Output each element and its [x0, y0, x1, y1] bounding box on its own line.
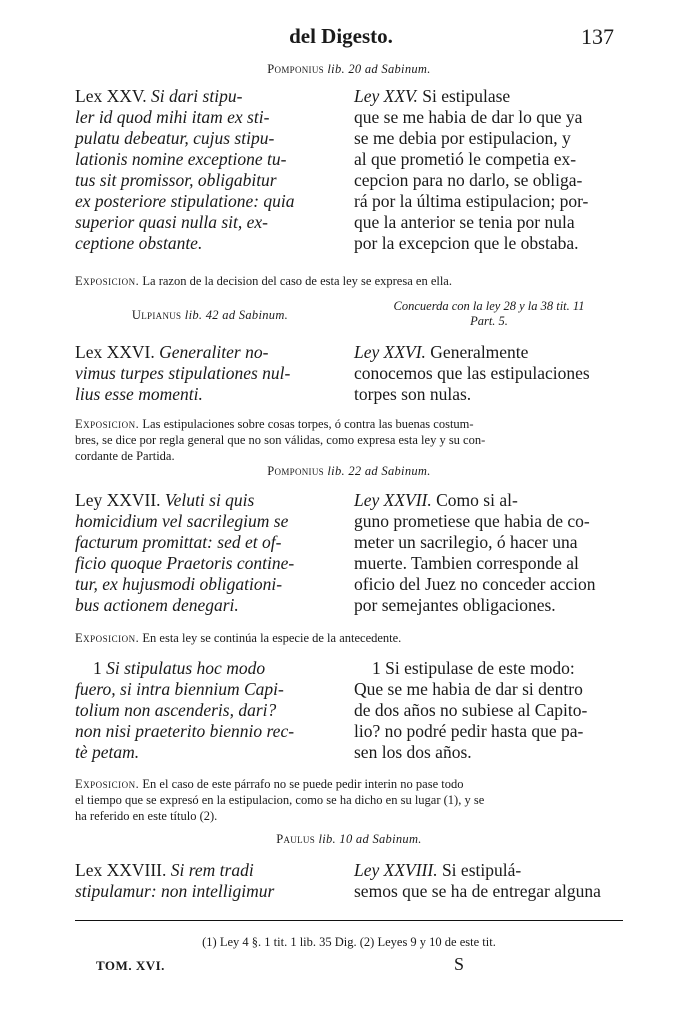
section-attribution — [75, 832, 623, 847]
footnotes: (1) Ley 4 §. 1 tit. 1 lib. 35 Dig. (2) Leyes 9 y 10 de este tit. — [202, 935, 496, 949]
exposicion-line: La razon de la decision del caso de esta ley se expresa en ella. — [142, 274, 452, 288]
page-header — [0, 24, 682, 54]
attribution-author: Paulus — [276, 832, 316, 846]
latin-line: homicidium vel sacrilegium se — [75, 511, 289, 531]
spanish-line: conocemos que las estipulaciones — [354, 363, 590, 383]
latin-line: tur, ex hujusmodi obligationi- — [75, 574, 283, 594]
attribution-author: Pomponius — [267, 464, 324, 478]
latin-line: ceptione obstante. — [75, 233, 203, 253]
exposicion-commentary — [75, 776, 623, 824]
spanish-line: que la anterior se tenia por nula — [354, 212, 575, 232]
exposicion-line: En el caso de este párrafo no se puede pedir interin no pase todo — [142, 777, 464, 791]
exposicion-line: ha referido en este título (2). — [75, 809, 218, 823]
spanish-line: Si estipulase de este modo: — [380, 658, 575, 678]
law-heading-spanish: Ley XXVIII. — [354, 860, 438, 880]
spanish-line: Si estipulase — [417, 86, 511, 106]
latin-line: tolium non ascenderis, dari? — [75, 700, 277, 720]
spanish-text-column — [354, 86, 624, 254]
latin-text-column — [75, 658, 340, 763]
latin-line: ficio quoque Praetoris contine- — [75, 553, 295, 573]
spanish-line: Que se me habia de dar si dentro — [354, 679, 583, 699]
attribution-author: Pomponius — [267, 62, 324, 76]
spanish-line: sen los dos años. — [354, 742, 472, 762]
spanish-line: al que prometió le competia ex- — [354, 149, 577, 169]
signature-mark: S — [454, 954, 465, 974]
latin-line: stipulamur: non intelligimur — [75, 881, 275, 901]
latin-line: tè petam. — [75, 742, 140, 762]
exposicion-label: Exposicion. — [75, 631, 140, 645]
spanish-line: lio? no podré pedir hasta que pa- — [354, 721, 584, 741]
section-attribution — [75, 308, 345, 323]
spanish-line: semos que se ha de entregar alguna — [354, 881, 601, 901]
exposicion-commentary — [75, 416, 623, 464]
spanish-line: Como si al- — [431, 490, 518, 510]
latin-line: Si stipulatus hoc modo — [101, 658, 266, 678]
latin-line: pulatu debeatur, cujus stipu- — [75, 128, 275, 148]
latin-text-column — [75, 342, 340, 405]
latin-line: lationis nomine exceptione tu- — [75, 149, 287, 169]
section-attribution — [75, 62, 623, 77]
spanish-line: rá por la última estipulacion; por- — [354, 191, 589, 211]
spanish-line: cepcion para no darlo, se obliga- — [354, 170, 583, 190]
spanish-line: guno prometiese que habia de co- — [354, 511, 590, 531]
spanish-line: que se me habia de dar lo que ya — [354, 107, 583, 127]
latin-line: Veluti si quis — [160, 490, 255, 510]
latin-line: fuero, si intra biennium Capi- — [75, 679, 284, 699]
law-heading-spanish: Ley XXV. — [354, 86, 418, 106]
attribution-work: lib. 10 ad Sabinum. — [318, 832, 422, 846]
spanish-line: torpes son nulas. — [354, 384, 472, 404]
spanish-line: muerte. Tambien corresponde al — [354, 553, 579, 573]
latin-line: vimus turpes stipulationes nul- — [75, 363, 291, 383]
attribution-author: Ulpianus — [131, 308, 182, 322]
volume-number: TOM. XVI. — [96, 958, 165, 973]
exposicion-line: bres, se dice por regla general que no son válidas, como expresa esta ley y su con- — [75, 433, 486, 447]
attribution-work: lib. 20 ad Sabinum. — [327, 62, 431, 76]
exposicion-line: el tiempo que se expresó en la estipulacion, como se ha dicho en su lugar (1), y se — [75, 793, 485, 807]
latin-line: tus sit promissor, obligabitur — [75, 170, 277, 190]
exposicion-commentary — [75, 630, 623, 646]
spanish-text-column — [354, 342, 624, 405]
page-number: 137 — [581, 24, 614, 49]
law-heading-latin: Lex XXVI. — [75, 342, 155, 362]
exposicion-label: Exposicion. — [75, 417, 140, 431]
law-heading-latin: Lex XXVIII. — [75, 860, 167, 880]
spanish-line: Si estipulá- — [437, 860, 522, 880]
exposicion-label: Exposicion. — [75, 777, 140, 791]
concordance-line: Part. 5. — [470, 314, 508, 328]
attribution-work: lib. 42 ad Sabinum. — [184, 308, 289, 322]
paragraph-number-spanish: 1 — [372, 658, 381, 678]
footnote-rule — [75, 920, 623, 921]
exposicion-label: Exposicion. — [75, 274, 140, 288]
concordance-note — [354, 299, 624, 329]
latin-line: non nisi praeterito biennio rec- — [75, 721, 295, 741]
spanish-text-column — [354, 658, 624, 763]
spanish-line: por la excepcion que le obstaba. — [354, 233, 579, 253]
spanish-line: oficio del Juez no conceder accion — [354, 574, 596, 594]
attribution-work: lib. 22 ad Sabinum. — [327, 464, 431, 478]
section-attribution — [75, 464, 623, 479]
latin-text-column — [75, 490, 340, 616]
spanish-line: meter un sacrilegio, ó hacer una — [354, 532, 578, 552]
latin-line: Si rem tradi — [166, 860, 254, 880]
law-heading-latin: Lex XXV. — [75, 86, 147, 106]
spanish-line: se me debia por estipulacion, y — [354, 128, 571, 148]
latin-line: Generaliter no- — [154, 342, 269, 362]
latin-line: facturum promittat: sed et of- — [75, 532, 282, 552]
exposicion-line: En esta ley se continúa la especie de la antecedente. — [142, 631, 402, 645]
latin-line: superior quasi nulla sit, ex- — [75, 212, 268, 232]
spanish-text-column — [354, 860, 624, 902]
spanish-line: por semejantes obligaciones. — [354, 595, 556, 615]
law-heading-spanish: Ley XXVI. — [354, 342, 426, 362]
spanish-line: de dos años no subiese al Capito- — [354, 700, 588, 720]
spanish-text-column — [354, 490, 624, 616]
latin-line: Si dari stipu- — [146, 86, 243, 106]
law-heading-spanish: Ley XXVII. — [354, 490, 432, 510]
latin-text-column — [75, 860, 340, 902]
concordance-line: Concuerda con la ley 28 y la 38 tit. 11 — [393, 299, 585, 313]
latin-line: bus actionem denegari. — [75, 595, 239, 615]
latin-line: lius esse momenti. — [75, 384, 203, 404]
exposicion-commentary — [75, 273, 623, 289]
exposicion-line: cordante de Partida. — [75, 449, 175, 463]
latin-line: ex posteriore stipulatione: quia — [75, 191, 295, 211]
exposicion-line: Las estipulaciones sobre cosas torpes, ó contra las buenas costum- — [142, 417, 474, 431]
law-heading-latin: Ley XXVII. — [75, 490, 161, 510]
running-title: del Digesto. — [289, 24, 393, 48]
latin-text-column — [75, 86, 340, 254]
paragraph-number-latin: 1 — [93, 658, 102, 678]
latin-line: ler id quod mihi itam ex sti- — [75, 107, 270, 127]
spanish-line: Generalmente — [425, 342, 529, 362]
